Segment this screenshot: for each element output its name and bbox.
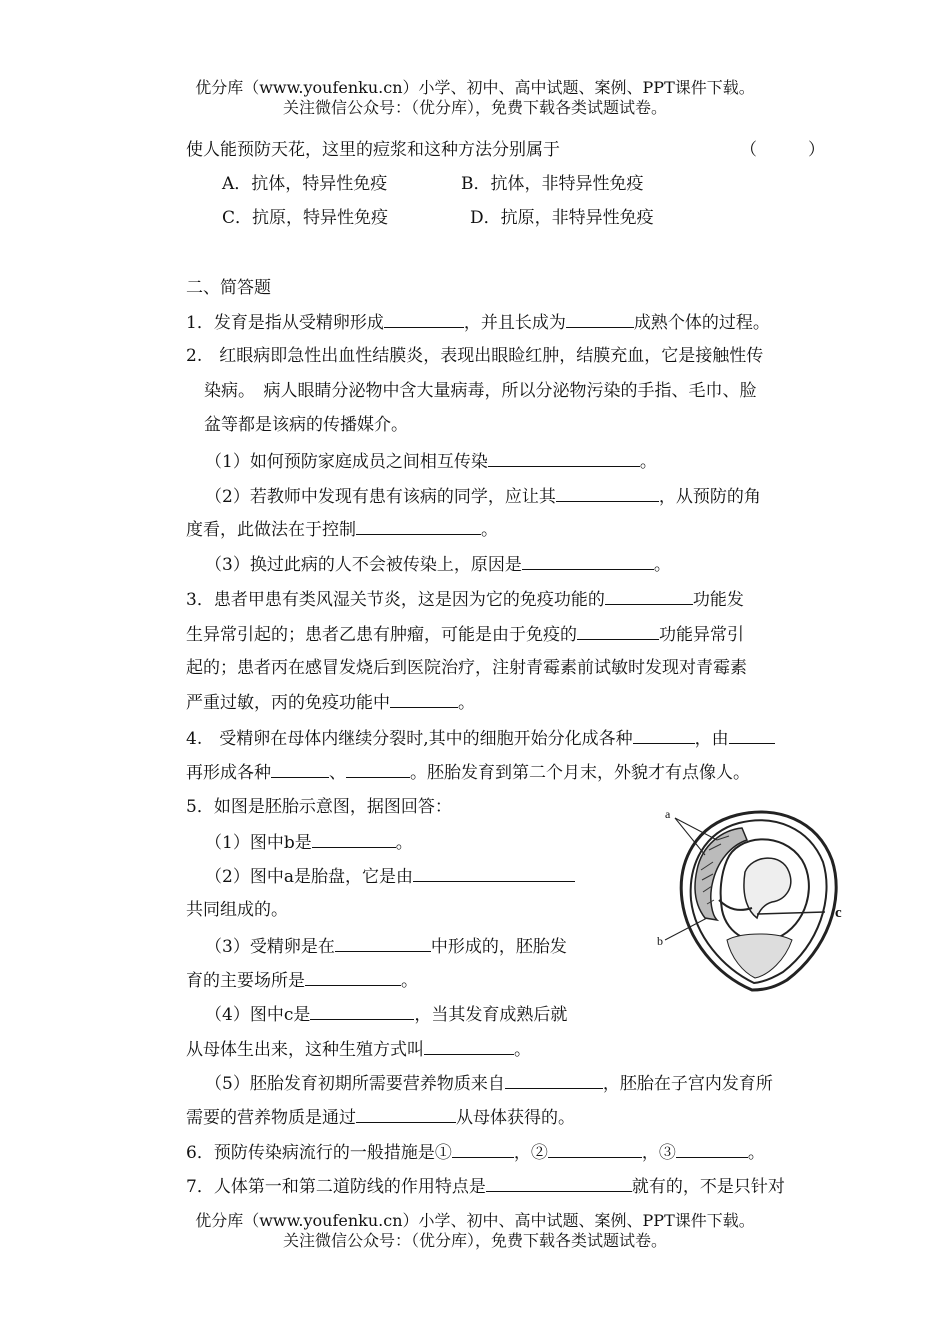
q5-sub-5-cont <box>186 1106 575 1129</box>
question-7 <box>186 1175 785 1198</box>
label-a: a <box>665 807 671 821</box>
footer-line-2: 关注微信公众号：（优分库），免费下载各类试题试卷。 <box>282 1231 667 1250</box>
section-title: 二、简答题 <box>186 278 271 298</box>
q4-l2-end: 。胚胎发育到第二个月末，外貌才有点像人。 <box>410 763 750 783</box>
q3-blank-3[interactable] <box>390 691 458 708</box>
label-c-leader <box>757 912 825 914</box>
question-6 <box>186 1141 765 1164</box>
q4-l2-sep: 、 <box>329 763 346 783</box>
q5-s4-text-b: ，当其发育成熟后就 <box>414 1005 568 1025</box>
q3-l1-end: 功能发 <box>692 590 744 610</box>
q4-line-1 <box>186 727 775 750</box>
q4-blank-2[interactable] <box>729 727 775 744</box>
q6-blank-3[interactable] <box>676 1141 748 1158</box>
q5-s3-text-c: 育的主要场所是 <box>186 971 305 991</box>
q5-s1-end: 。 <box>395 833 413 853</box>
question-1 <box>186 311 770 334</box>
q3-l2-text: 生异常引起的；患者乙患有肿瘤，可能是由于免疫的 <box>186 625 577 645</box>
q2-s1-end: 。 <box>639 452 657 472</box>
option-a: A．抗体，特异性免疫 <box>222 174 388 194</box>
q2-sub-2-cont <box>186 518 498 541</box>
q2-s1-blank[interactable] <box>488 450 640 467</box>
q5-intro: 5．如图是胚胎示意图，据图回答： <box>186 797 452 817</box>
q3-line-3: 起的；患者丙在感冒发烧后到医院治疗，注射青霉素前试敏时发现对青霉素 <box>186 658 747 678</box>
q1-blank-2[interactable] <box>566 311 634 328</box>
q2-s2-blank-1[interactable] <box>556 485 659 502</box>
q6-text-b: ，② <box>513 1143 548 1163</box>
footer-line-1: 优分库（www.youfenku.cn）小学、初中、高中试题、案例、PPT课件下载。 <box>195 1211 755 1230</box>
q5-s5-blank-2[interactable] <box>356 1106 456 1123</box>
q2-s3-blank[interactable] <box>522 553 654 570</box>
q2-s2-blank-2[interactable] <box>356 518 481 535</box>
q5-s4-blank-2[interactable] <box>424 1038 514 1055</box>
q5-s2-text: （2）图中a是胎盘，它是由 <box>205 867 413 887</box>
q5-s4-text-c: 从母体生出来，这种生殖方式叫 <box>186 1040 424 1060</box>
q2-sub-1 <box>205 450 657 473</box>
q5-s3-blank-2[interactable] <box>305 969 401 986</box>
embryo-diagram <box>657 800 857 995</box>
q2-s3-end: 。 <box>653 555 671 575</box>
label-a-leader-2 <box>675 818 717 840</box>
q2-line-2: 染病。 病人眼睛分泌物中含大量病毒，所以分泌物污染的手指、毛巾、脸 <box>204 381 757 401</box>
label-c: c <box>835 905 842 921</box>
q3-l2-end: 功能异常引 <box>659 625 744 645</box>
option-b: B．抗体，非特异性免疫 <box>461 174 644 194</box>
header-line-1: 优分库（www.youfenku.cn）小学、初中、高中试题、案例、PPT课件下载。 <box>195 78 755 97</box>
option-d: D．抗原，非特异性免疫 <box>470 208 654 228</box>
q1-blank-1[interactable] <box>384 311 464 328</box>
q6-text-c: ，③ <box>641 1143 676 1163</box>
q2-sub-2 <box>205 485 761 508</box>
q5-s3-text-b: 中形成的，胚胎发 <box>430 937 567 957</box>
q5-sub-2 <box>205 865 575 888</box>
q7-text-b: 就有的，不是只针对 <box>631 1177 785 1197</box>
q5-sub-3-cont <box>186 969 418 992</box>
q3-blank-1[interactable] <box>605 588 693 605</box>
q6-text-d: 。 <box>747 1143 765 1163</box>
mc-paren: （ ） <box>740 140 825 160</box>
q1-text-b: ，并且长成为 <box>463 313 566 333</box>
q5-s3-text: （3）受精卵是在 <box>205 937 335 957</box>
q7-blank[interactable] <box>486 1175 632 1192</box>
q2-s1-text: （1）如何预防家庭成员之间相互传染 <box>205 452 488 472</box>
q5-s4-blank-1[interactable] <box>310 1003 414 1020</box>
q5-s5-text-c: 需要的营养物质是通过 <box>186 1108 356 1128</box>
q4-blank-1[interactable] <box>633 727 695 744</box>
q4-l1-mid: ，由 <box>694 729 729 749</box>
q3-line-4 <box>186 691 475 714</box>
q5-s4-text: （4）图中c是 <box>205 1005 311 1025</box>
q5-sub-4-cont <box>186 1038 531 1061</box>
option-c: C．抗原，特异性免疫 <box>222 208 389 228</box>
q5-sub-3 <box>205 935 567 958</box>
q4-blank-3[interactable] <box>271 761 329 778</box>
q1-text-a: 1．发育是指从受精卵形成 <box>186 313 384 333</box>
q5-s5-blank-1[interactable] <box>505 1072 603 1089</box>
q2-sub-3 <box>205 553 671 576</box>
q3-l4-text: 严重过敏，丙的免疫功能中 <box>186 693 390 713</box>
q2-s3-text: （3）换过此病的人不会被传染上，原因是 <box>205 555 522 575</box>
q2-s2-text: （2）若教师中发现有患有该病的同学，应让其 <box>205 487 556 507</box>
q5-s2-blank[interactable] <box>413 865 575 882</box>
q2-s2-end: 。 <box>481 520 498 540</box>
q5-s4-end: 。 <box>514 1040 531 1060</box>
q5-s5-text: （5）胚胎发育初期所需要营养物质来自 <box>205 1074 505 1094</box>
q5-sub-2-cont: 共同组成的。 <box>186 900 288 920</box>
q3-l4-end: 。 <box>458 693 475 713</box>
q5-sub-5 <box>205 1072 773 1095</box>
q5-s5-text-b: ，胚胎在子宫内发育所 <box>602 1074 773 1094</box>
q6-text-a: 6．预防传染病流行的一般措施是① <box>186 1143 452 1163</box>
q3-line-2 <box>186 623 744 646</box>
header-line-2: 关注微信公众号：（优分库），免费下载各类试题试卷。 <box>282 98 667 117</box>
q5-s3-blank-1[interactable] <box>335 935 431 952</box>
q4-l2-text: 再形成各种 <box>186 763 271 783</box>
q4-l1-text: 4. 受精卵在母体内继续分裂时,其中的细胞开始分化成各种 <box>186 729 633 749</box>
q7-text-a: 7．人体第一和第二道防线的作用特点是 <box>186 1177 486 1197</box>
mc-stem: 使人能预防天花，这里的痘浆和这种方法分别属于 <box>186 140 560 160</box>
label-b: b <box>657 934 663 948</box>
q6-blank-1[interactable] <box>452 1141 514 1158</box>
q6-blank-2[interactable] <box>548 1141 642 1158</box>
q5-s1-text: （1）图中b是 <box>205 833 312 853</box>
q3-blank-2[interactable] <box>577 623 659 640</box>
q5-sub-4 <box>205 1003 567 1026</box>
q4-blank-4[interactable] <box>346 761 410 778</box>
q5-sub-1 <box>205 831 413 854</box>
q3-l1-text: 3．患者甲患有类风湿关节炎，这是因为它的免疫功能的 <box>186 590 605 610</box>
q3-line-1 <box>186 588 744 611</box>
q5-s3-end: 。 <box>401 971 418 991</box>
q5-s5-end: 从母体获得的。 <box>456 1108 575 1128</box>
q4-line-2 <box>186 761 750 784</box>
q5-s1-blank[interactable] <box>312 831 396 848</box>
q2-line-1: 2. 红眼病即急性出血性结膜炎，表现出眼睑红肿，结膜充血，它是接触性传 <box>186 346 764 366</box>
q2-s2-text-b: ，从预防的角 <box>658 487 761 507</box>
q2-line-3: 盆等都是该病的传播媒介。 <box>204 415 408 435</box>
q1-text-c: 成熟个体的过程。 <box>633 313 770 333</box>
q2-s2-text-c: 度看，此做法在于控制 <box>186 520 356 540</box>
